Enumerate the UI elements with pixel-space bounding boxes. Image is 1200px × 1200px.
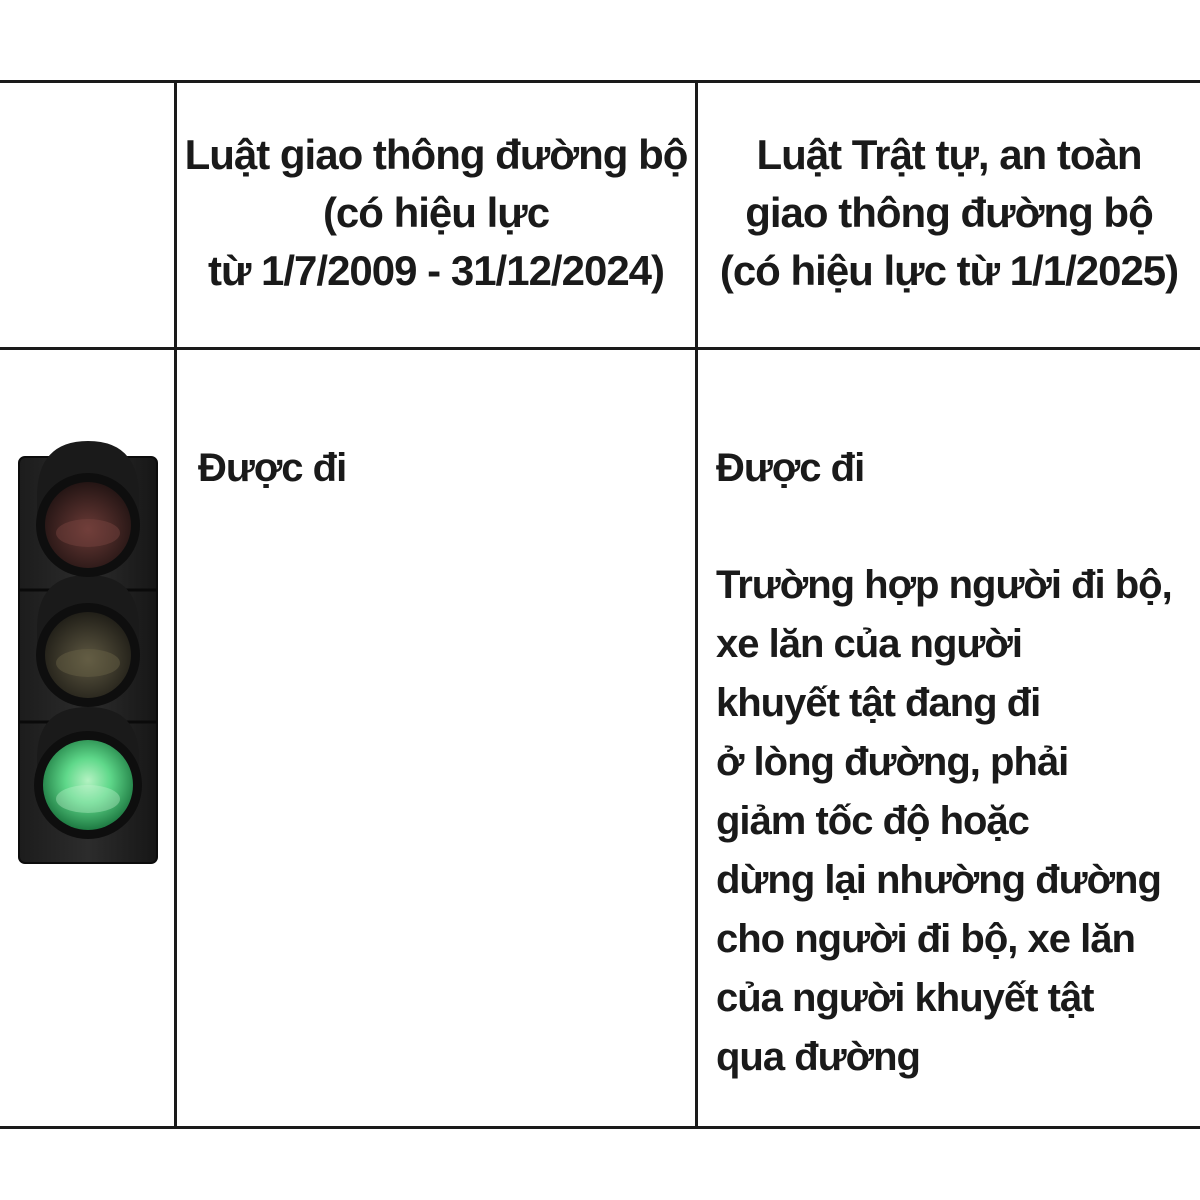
header-new-law-line: (có hiệu lực từ 1/1/2025) <box>719 247 1179 294</box>
header-new-law <box>698 126 1200 300</box>
new-law-note-line: giảm tốc độ hoặc <box>716 799 1029 843</box>
new-law-note <box>716 556 1172 1087</box>
header-old-law-line: từ 1/7/2009 - 31/12/2024) <box>207 247 665 294</box>
header-new-law-line: giao thông đường bộ <box>745 189 1153 236</box>
header-bottom-border <box>0 347 1200 350</box>
new-law-note-line: xe lăn của người <box>716 622 1022 666</box>
new-law-rule <box>716 439 864 498</box>
table-top-border <box>0 80 1200 83</box>
new-law-rule-text: Được đi <box>716 446 865 490</box>
header-old-law <box>177 126 695 300</box>
new-law-note-line: khuyết tật đang đi <box>716 681 1041 725</box>
old-law-rule <box>198 439 346 498</box>
new-law-note-line: cho người đi bộ, xe lăn <box>716 917 1135 961</box>
new-law-note-line: Trường hợp người đi bộ, <box>716 563 1172 607</box>
header-old-law-line: Luật giao thông đường bộ <box>184 131 688 178</box>
table-bottom-border <box>0 1126 1200 1129</box>
new-law-note-line: ở lòng đường, phải <box>716 740 1069 784</box>
old-law-rule-text: Được đi <box>198 446 347 490</box>
new-law-note-line: qua đường <box>716 1035 920 1079</box>
header-new-law-line: Luật Trật tự, an toàn <box>756 131 1142 178</box>
green-traffic-light-icon <box>17 437 159 865</box>
new-law-note-line: dừng lại nhường đường <box>716 858 1161 902</box>
new-law-note-line: của người khuyết tật <box>716 976 1094 1020</box>
header-old-law-line: (có hiệu lực <box>322 189 550 236</box>
